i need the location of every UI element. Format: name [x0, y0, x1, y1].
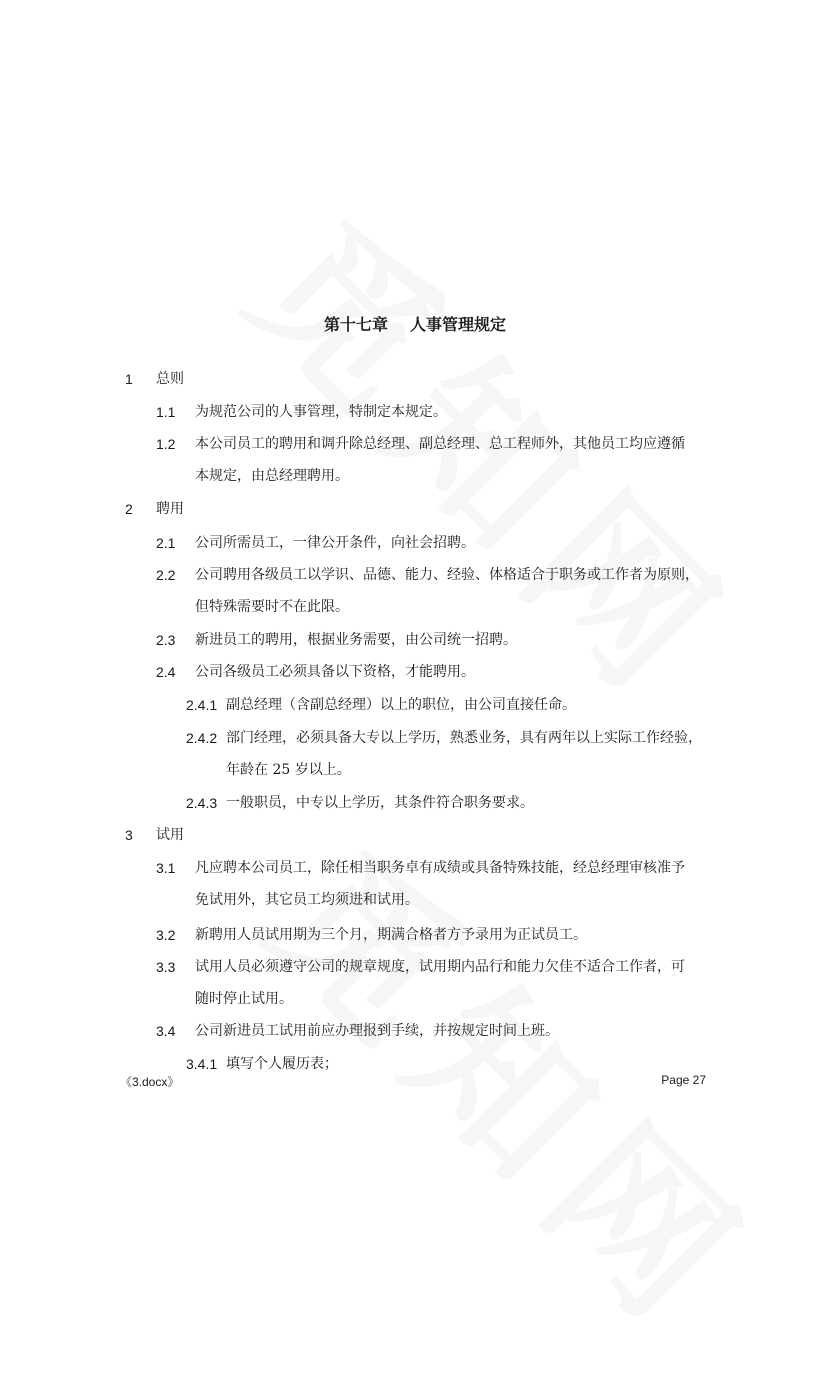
chapter-name: 人事管理规定: [410, 315, 507, 334]
clause-text: 公司新进员工试用前应办理报到手续，并按规定时间上班。: [195, 1023, 559, 1039]
subclause-text: 部门经理，必须具备大专以上学历，熟悉业务，具有两年以上实际工作经验，: [226, 730, 702, 746]
chapter-number: 第十七章: [323, 315, 388, 334]
clause-text: 公司所需员工，一律公开条件，向社会招聘。: [195, 535, 475, 551]
footer-filename: 《3.docx》: [120, 1075, 180, 1089]
subclause-number: 2.4.2: [186, 730, 218, 746]
subclause-text: 一般职员，中专以上学历，其条件符合职务要求。: [226, 795, 534, 811]
clause-number: 3.3: [156, 959, 176, 975]
clause-text: 凡应聘本公司员工，除任相当职务卓有成绩或具备特殊技能，经总经理审核准予: [195, 860, 685, 876]
subclause-text: 填写个人履历表；: [226, 1056, 338, 1072]
clause-text: 公司各级员工必须具备以下资格，才能聘用。: [195, 664, 475, 680]
clause-text: 新进员工的聘用，根据业务需要，由公司统一招聘。: [195, 632, 517, 648]
section-number: 2: [125, 501, 133, 517]
subclause-text: 副总经理（含副总经理）以上的职位，由公司直接任命。: [226, 697, 576, 713]
footer-page-number: Page 27: [661, 1073, 706, 1087]
clause-number: 2.4: [156, 664, 176, 680]
clause-text: 公司聘用各级员工以学识、品德、能力、经验、体格适合于职务或工作者为原则，: [195, 567, 699, 583]
clause-text: 新聘用人员试用期为三个月，期满合格者方予录用为正试员工。: [195, 927, 587, 943]
section-heading: 聘用: [156, 501, 184, 517]
section-heading: 试用: [156, 827, 184, 843]
clause-number: 1.2: [156, 436, 176, 452]
clause-number: 3.2: [156, 927, 176, 943]
clause-text: 为规范公司的人事管理，特制定本规定。: [195, 404, 447, 420]
section-number: 3: [125, 827, 133, 843]
clause-text-continued: 免试用外，其它员工均须进和试用。: [195, 892, 419, 908]
section-heading: 总则: [156, 371, 184, 387]
clause-number: 2.1: [156, 535, 176, 551]
clause-number: 3.1: [156, 860, 176, 876]
clause-number: 1.1: [156, 404, 176, 420]
subclause-number: 3.4.1: [186, 1056, 218, 1072]
clause-text-continued: 但特殊需要时不在此限。: [195, 599, 349, 615]
subclause-number: 2.4.1: [186, 697, 218, 713]
clause-text: 试用人员必须遵守公司的规章规度，试用期内品行和能力欠佳不适合工作者，可: [195, 959, 685, 975]
chapter-title: [0, 312, 830, 335]
clause-text-continued: 随时停止试用。: [195, 991, 293, 1007]
subclause-text-continued: 年龄在 25 岁以上。: [226, 762, 351, 778]
clause-number: 2.3: [156, 632, 176, 648]
clause-text: 本公司员工的聘用和调升除总经理、副总经理、总工程师外，其他员工均应遵循: [195, 436, 685, 452]
clause-number: 2.2: [156, 567, 176, 583]
subclause-number: 2.4.3: [186, 795, 218, 811]
clause-number: 3.4: [156, 1023, 176, 1039]
section-number: 1: [125, 371, 133, 387]
clause-text-continued: 本规定，由总经理聘用。: [195, 468, 349, 484]
